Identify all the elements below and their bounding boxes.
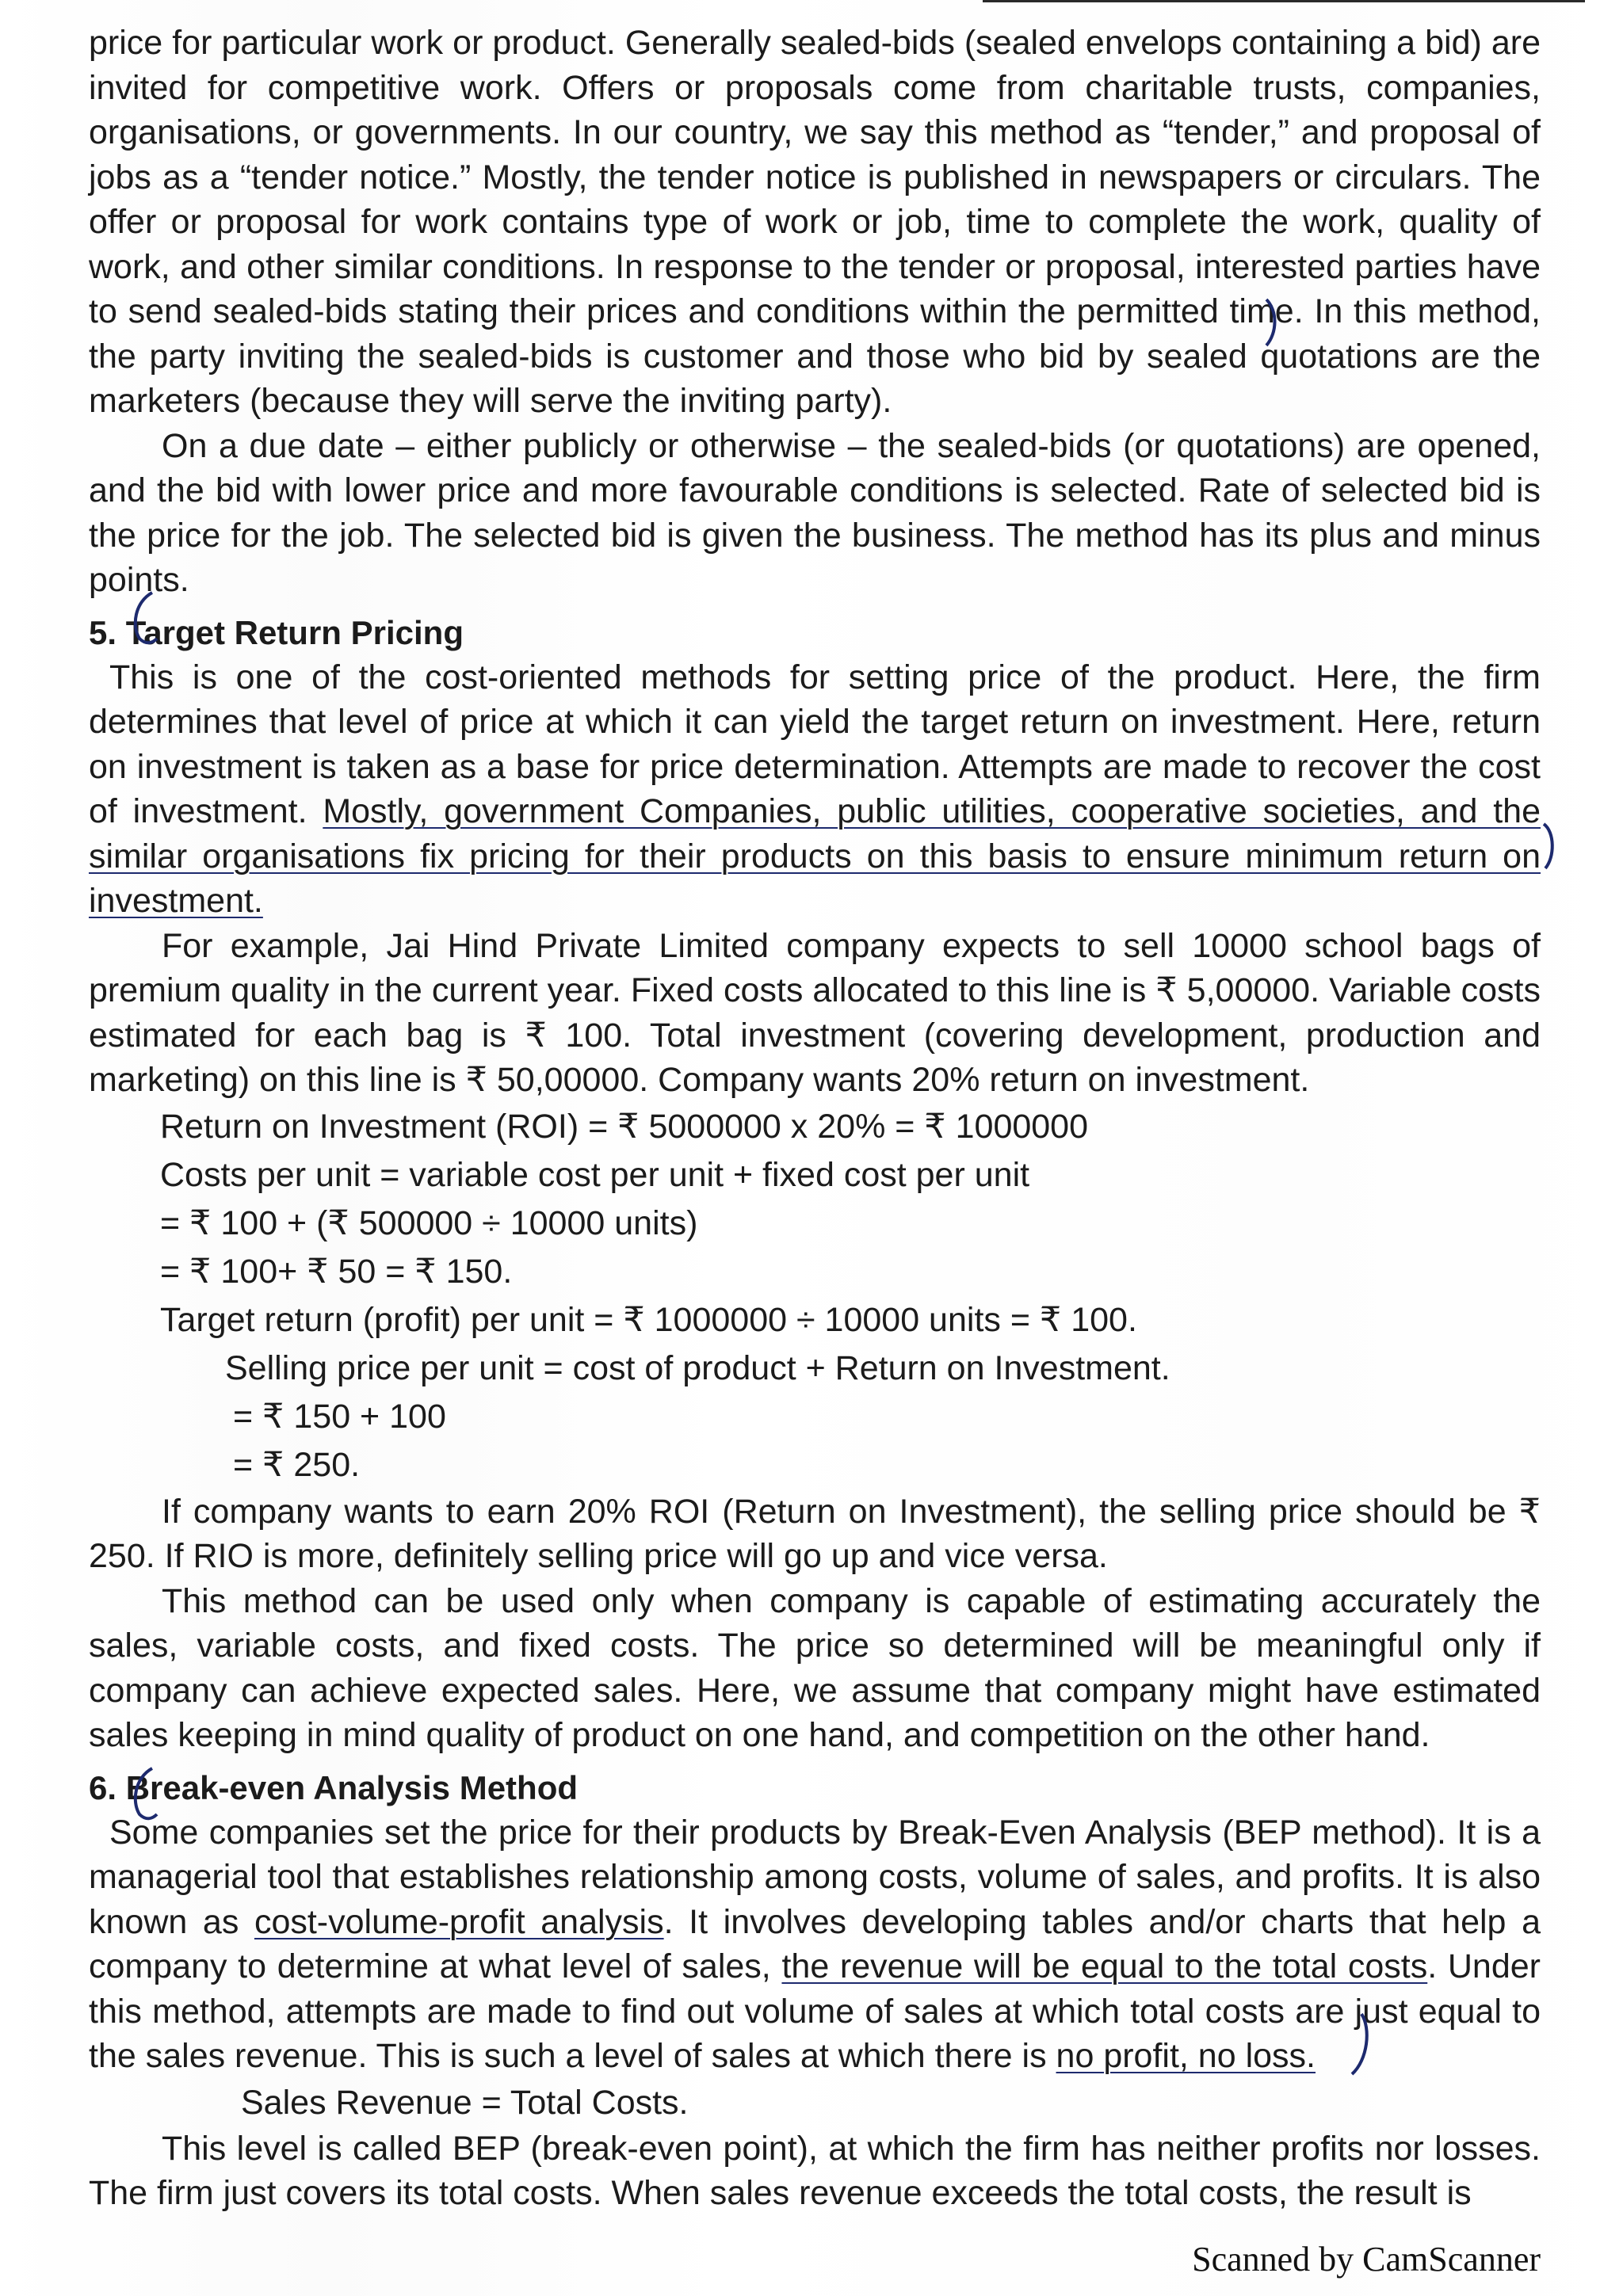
section-5-example: For example, Jai Hind Private Limited company expects to sell 10000 school bags of premium quality in the current year. Fixed costs allocated to this line is ₹ 5,00000. Variable costs estimated for each bag is ₹ 100. Total investment (covering development, production and marketing) on this line is ₹ 50,00000. Company wants 20% return on investment. [89,926,1541,1099]
section-5-intro-text: This is one of the cost-oriented methods for setting price of the product. Here, the firm determines that level of price at which it can yield the target return on investment. Here, return on investment is taken as a base for price determination. Attempts are made to recover the cost of investment. [89,658,1541,830]
formula-line: Costs per unit = variable cost per unit + fixed cost per unit [160,1155,1030,1194]
section-5-conclusion: If company wants to earn 20% ROI (Return on Investment), the selling price should be ₹ 250. If RIO is more, definitely selling price will go up and vice versa. [89,1492,1541,1575]
continuation-paragraph-1: price for particular work or product. Generally sealed-bids (sealed envelops containing a bid) are invited for competitive work. Offers or proposals come from charitable trusts, companies, organisations, or governments. In our country, we say this method as “tender,” and proposal of jobs as a “tender notice.” Mostly, the tender notice is published in newspapers or circulars. The offer or proposal for work contains type of work or job, time to complete the work, quality of work, and other similar conditions. In response to the tender or proposal, interested parties have to send sealed-bids stating their prices and conditions within the permitted time. In this method, the party inviting the sealed-bids is customer and those who bid by sealed quotations are the marketers (because they will serve the inviting party). [89,24,1541,420]
formula-line: Target return (profit) per unit = ₹ 1000000 ÷ 10000 units = ₹ 100. [160,1300,1137,1339]
section-5-intro-underlined: Mostly, government Companies, public utilities, cooperative societies, and the similar organisations fix pricing for their products on this basis to ensure minimum return on investment. [89,792,1541,920]
formula-line: Selling price per unit = cost of product + Return on Investment. [225,1348,1170,1387]
formula-line: = ₹ 100 + (₹ 500000 ÷ 10000 units) [160,1203,698,1242]
section-6-intro-c: . Under this method, attempts are made to find out volume of sales at which total costs are just equal to the sales revenue. This is such a level of sales at which there is [89,1947,1541,2075]
section-6-bep-text: This level is called BEP (break-even point), at which the firm has neither profits nor losses. The firm just covers its total costs. When sales revenue exceeds the total costs, the result is [89,2129,1541,2212]
formula-line: = ₹ 150 + 100 [233,1397,446,1436]
section-6-intro-a: Some companies set the price for their products by Break-Even Analysis (BEP method). It is a managerial tool that establishes relationship among costs, volume of sales, and profits. It is also known as [89,1813,1541,1941]
document-body [89,21,1541,2216]
cvp-underlined: cost-volume-profit analysis [254,1902,664,1941]
revenue-equal-underlined: the revenue will be equal to the total costs [781,1947,1428,1985]
bep-formula: Sales Revenue = Total Costs. [241,2083,689,2122]
formula-line: = ₹ 250. [233,1445,361,1484]
section-6-intro [89,1810,1541,2079]
section-5-heading: 5. Target Return Pricing [89,613,464,651]
formula-line: = ₹ 100+ ₹ 50 = ₹ 150. [160,1252,513,1291]
no-profit-underlined: no profit, no loss. [1056,2037,1316,2075]
section-6-intro-b: . It involves developing tables and/or charts that help a company to determine at what level of sales, [89,1902,1541,1985]
section-6-heading: 6. Break-even Analysis Method [89,1768,578,1806]
section-5-intro [89,655,1541,924]
roi-formula-list [89,1103,1541,1489]
pen-bracket-close-5 [1544,824,1552,868]
continuation-paragraph-2: On a due date – either publicly or otherwise – the sealed-bids (or quotations) are opened, and the bid with lower price and more favourable conditions is selected. Rate of selected bid is the price for the job. The selected bid is given the business. The method has its plus and minus points. [89,426,1541,599]
formula-line: Return on Investment (ROI) = ₹ 5000000 x 20% = ₹ 1000000 [160,1107,1089,1146]
top-rule [983,0,1585,2]
section-5-limitation: This method can be used only when company is capable of estimating accurately the sales, variable costs, and fixed costs. The price so determined will be meaningful only if company can achieve expected sales. Here, we assume that company might have estimated sales keeping in mind quality of product on one hand, and competition on the other hand. [89,1581,1541,1754]
camscanner-watermark: Scanned by CamScanner [1192,2240,1541,2279]
